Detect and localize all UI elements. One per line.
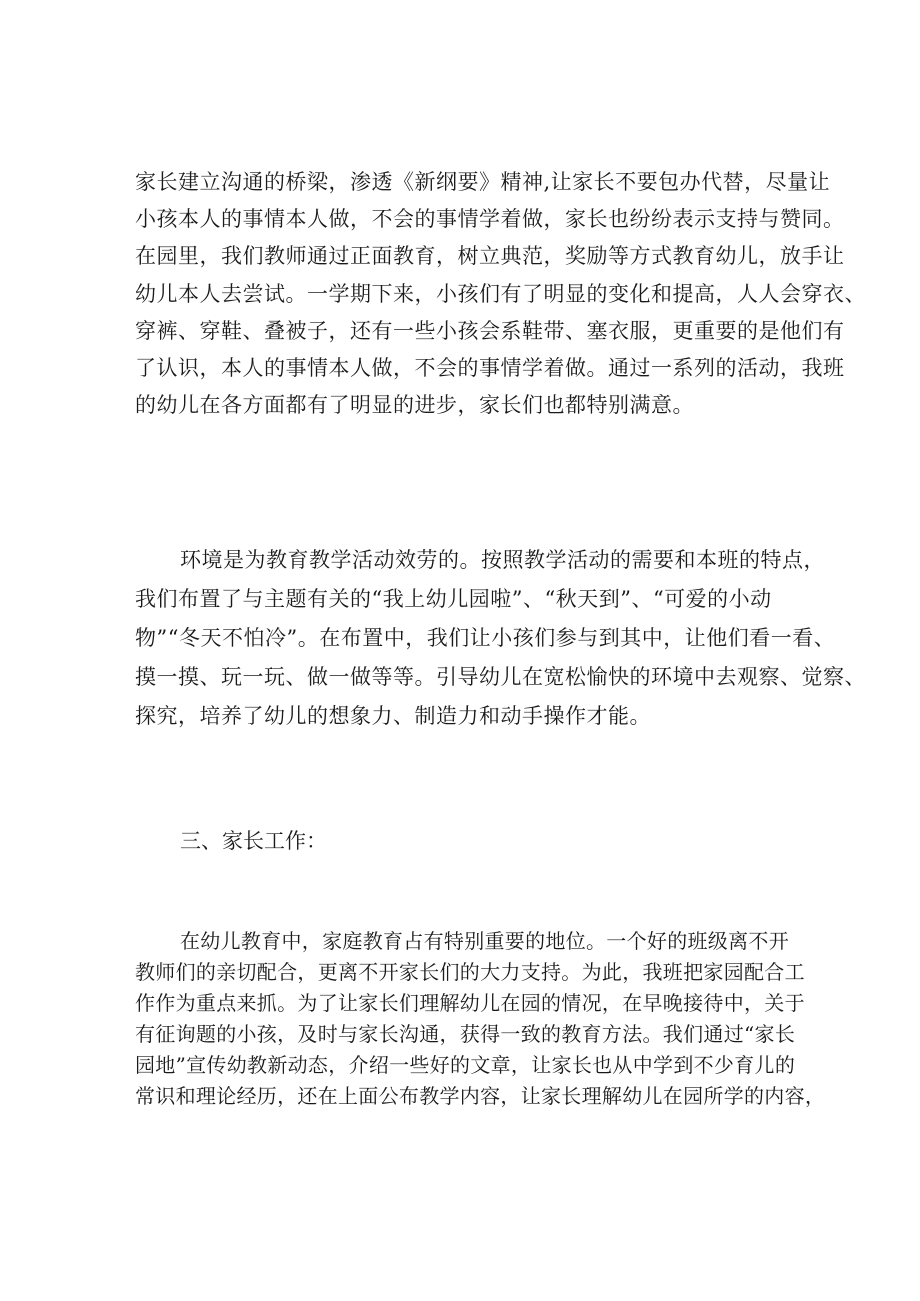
text-line: 在幼儿教育中，家庭教育占有特别重要的地位。一个好的班级离不开	[180, 929, 789, 953]
text-line: 幼儿本人去尝试。一学期下来，小孩们有了明显的变化和提高，人人会穿衣、	[135, 281, 866, 306]
paragraph-3	[135, 926, 826, 1112]
text-line: 的幼儿在各方面都有了明显的进步，家长们也都特别满意。	[135, 393, 694, 418]
text-line: 穿裤、穿鞋、叠被子，还有一些小孩会系鞋带、塞衣服，更重要的是他们有	[135, 318, 845, 343]
section-heading: 三、家长工作：	[180, 829, 327, 853]
text-line: 常识和理论经历，还在上面公布教学内容，让家长理解幼儿在园所学的内容，	[135, 1084, 826, 1108]
text-line: 小孩本人的事情本人做，不会的事情学着做，家长也纷纷表示支持与赞同。	[135, 207, 845, 232]
text-line: 摸一摸、玩一玩、做一做等等。引导幼儿在宽松愉快的环境中去观察、觉察、	[135, 665, 866, 689]
text-line: 作作为重点来抓。为了让家长们理解幼儿在园的情况，在早晚接待中，关于	[135, 991, 805, 1015]
text-line: 家长建立沟通的桥梁，渗透《新纲要》精神,让家长不要包办代替，尽量让	[135, 170, 831, 194]
paragraph-1	[135, 164, 866, 424]
text-line: 探究，培养了幼儿的想象力、制造力和动手操作才能。	[135, 704, 651, 728]
text-line: 园地”宣传幼教新动态，介绍一些好的文章，让家长也从中学到不少育儿的	[135, 1053, 796, 1077]
text-line: 在园里，我们教师通过正面教育，树立典范，奖励等方式教育幼儿，放手让	[135, 244, 845, 269]
text-line: 环境是为教育教学活动效劳的。按照教学活动的需要和本班的特点，	[180, 548, 825, 572]
text-line: 物”“冬天不怕冷”。在布置中，我们让小孩们参与到其中，让他们看一看、	[135, 626, 836, 650]
text-line: 教师们的亲切配合，更离不开家长们的大力支持。为此，我班把家园配合工	[135, 960, 805, 984]
text-line: 了认识，本人的事情本人做，不会的事情学着做。通过一系列的活动，我班	[135, 355, 845, 380]
text-line: 我们布置了与主题有关的“我上幼儿园啦”、“秋天到”、“可爱的小动	[135, 587, 772, 611]
paragraph-2	[135, 541, 866, 736]
text-line: 有征询题的小孩，及时与家长沟通，获得一致的教育方法。我们通过“家长	[135, 1022, 796, 1046]
